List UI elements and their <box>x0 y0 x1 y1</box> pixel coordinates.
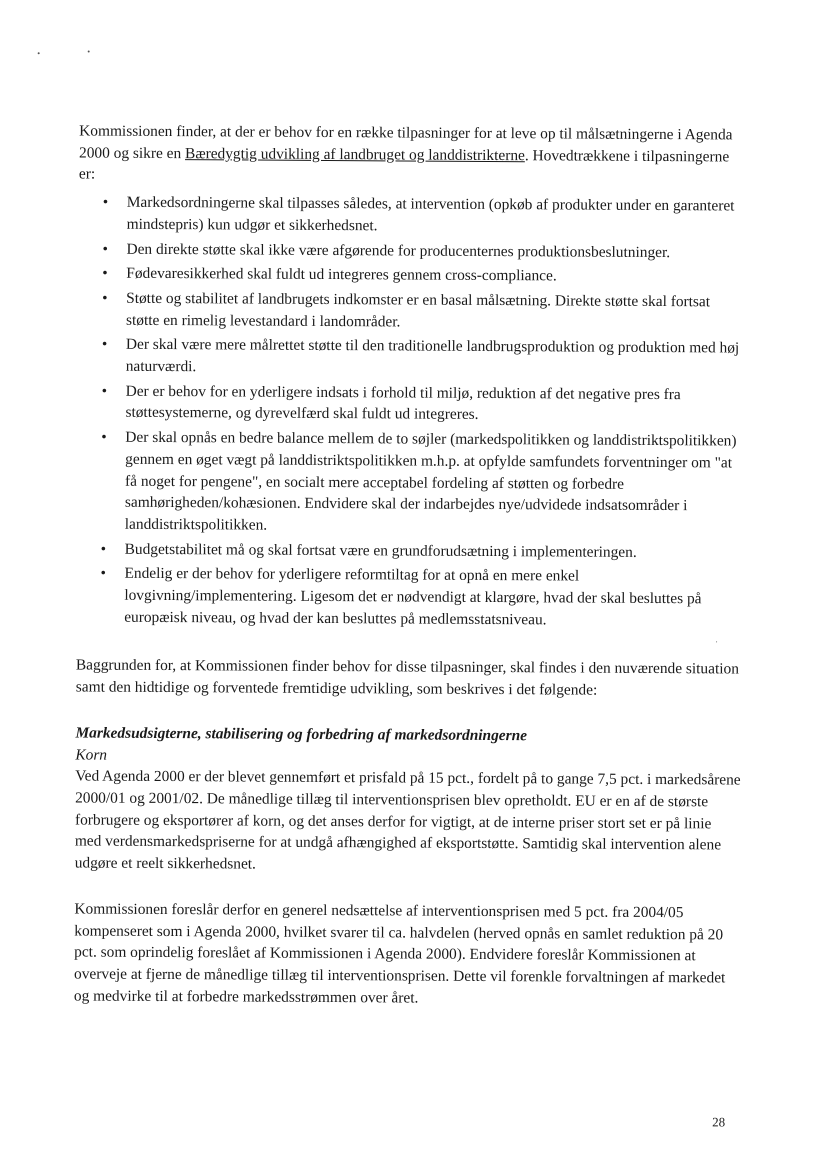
intro-text-end: . Hovedtrækkene i tilpasningerne er: <box>78 146 730 183</box>
bullet-icon: • <box>102 240 108 258</box>
scan-speck <box>88 51 90 53</box>
list-item <box>78 334 744 381</box>
list-item-text: Støtte og stabilitet af landbrugets indkomster er en basal målsætning. Direkte støtte skal fortsat støtte en rimelig levestandard i landområder. <box>125 289 711 331</box>
bullet-icon: • <box>100 564 106 583</box>
page-number: 28 <box>712 1114 726 1130</box>
list-item-text: Der skal være mere målrettet støtte til den traditionelle landbrugsproduktion og produktion med høj naturværdi. <box>125 336 740 376</box>
korn-paragraph-1: Ved Agenda 2000 er der blevet gennemført et prisfald på 15 pct., fordelt på to gange 7,5 pct. i markedsårene 2000/01 og 2001/02. De månedlige tillæg til interventionsprisen blev opretholdt. EU er en af de største forbrugere og eksportører af korn, og det anses derfor for vigtigt, at de interne priser stort set er på linie med verdensmarkedspriserne for at undgå afhængighed af eksportstøtte. Samtidig skal intervention alene udgøre et reelt sikkerhedsnet. <box>74 767 741 873</box>
bullet-icon: • <box>102 193 109 211</box>
bullet-icon: • <box>100 540 107 558</box>
list-item <box>77 538 743 564</box>
bullet-icon: • <box>102 289 108 307</box>
list-item <box>77 380 743 427</box>
section-heading: Markedsudsigterne, stabilisering og forbedring af markedsordningerne <box>75 724 528 745</box>
list-item <box>76 563 742 632</box>
subheading: Korn <box>75 746 108 764</box>
korn-paragraph-2: Kommissionen foreslår derfor en generel nedsættelse af interventionsprisen med 5 pct. fra 2004/05 kompenseret som i Agenda 2000, hvilket svarer til ca. halvdelen (herved opnås en samlet reduktion på 20 pct. som oprindelig foreslået af Kommissionen i Agenda 2000). Endvidere foreslår Kommissionen at overveje at fjerne de månedlige tillæg til interventionsprisen. Dette vil forenkle forvaltningen af markedet og medvirke til at forbedre markedsstrømmen over året. <box>73 900 726 1007</box>
bullet-icon: • <box>101 335 108 353</box>
list-item-text: Budgetstabilitet må og skal fortsat være en grundforudsætning i implementeringen. <box>124 540 637 561</box>
list-item-text: Endelig er der behov for yderligere reformtiltag for at opnå en mere enkel lovgivning/implementering. Ligesom det er nødvendigt at klargøre, hvad der skal besluttes på europæisk niveau, og hvad der kan besluttes på medlemsstatsniveau. <box>124 565 702 629</box>
list-item <box>77 427 744 540</box>
list-item-text: Den direkte støtte skal ikke være afgørende for producenternes produktionsbeslutninger. <box>126 240 671 261</box>
sustainability-link[interactable]: Bæredygtig udvikling af landbruget og landdistrikterne <box>185 144 525 164</box>
list-item-text: Der er behov for en yderligere indsats i forhold til miljø, reduktion af det negative pres fra støttesystemerne, og dyrevelfærd skal fuldt ud integreres. <box>125 382 681 424</box>
intro-paragraph <box>79 120 745 189</box>
bullet-list <box>76 192 745 632</box>
intro-text: Kommissionen finder, at der er behov for en række tilpasninger for at leve op til målsætningerne i Agenda 2000 og sikre en <box>79 122 733 162</box>
list-item <box>78 263 744 289</box>
list-item-text: Fødevaresikkerhed skal fuldt ud integreres gennem cross-compliance. <box>126 264 557 285</box>
document-body <box>74 120 745 1010</box>
list-item-text: Markedsordningerne skal tilpasses således, at intervention (opkøb af produkter under en garanteret mindstepris) kun udgør et sikkerhedsnet. <box>126 193 735 235</box>
list-item <box>78 287 744 334</box>
bullet-icon: • <box>101 428 107 446</box>
list-item <box>78 238 744 264</box>
list-item-text: Der skal opnås en bedre balance mellem de to søjler (markedspolitikken og landdistriktspolitikken) gennem en øget vægt på landdistriktspolitikken m.h.p. at opfylde samfundets forventninger om "at få noget for pengene", en socialt mere acceptabel fordeling af støtten og forbedre samhørigheden/kohæsionen. Endvidere skal der indarbejdes nye/udvidede indsatsområder i landdistriktspolitikken. <box>124 428 737 534</box>
list-item <box>79 192 745 239</box>
bullet-icon: • <box>102 264 108 282</box>
scan-speck <box>38 52 40 54</box>
bullet-icon: • <box>101 382 108 400</box>
background-paragraph: Baggrunden for, at Kommissionen finder behov for disse tilpasninger, skal findes i den nuværende situation samt den hidtidige og forventede fremtidige udvikling, som beskrives i det følgende: <box>75 656 739 699</box>
